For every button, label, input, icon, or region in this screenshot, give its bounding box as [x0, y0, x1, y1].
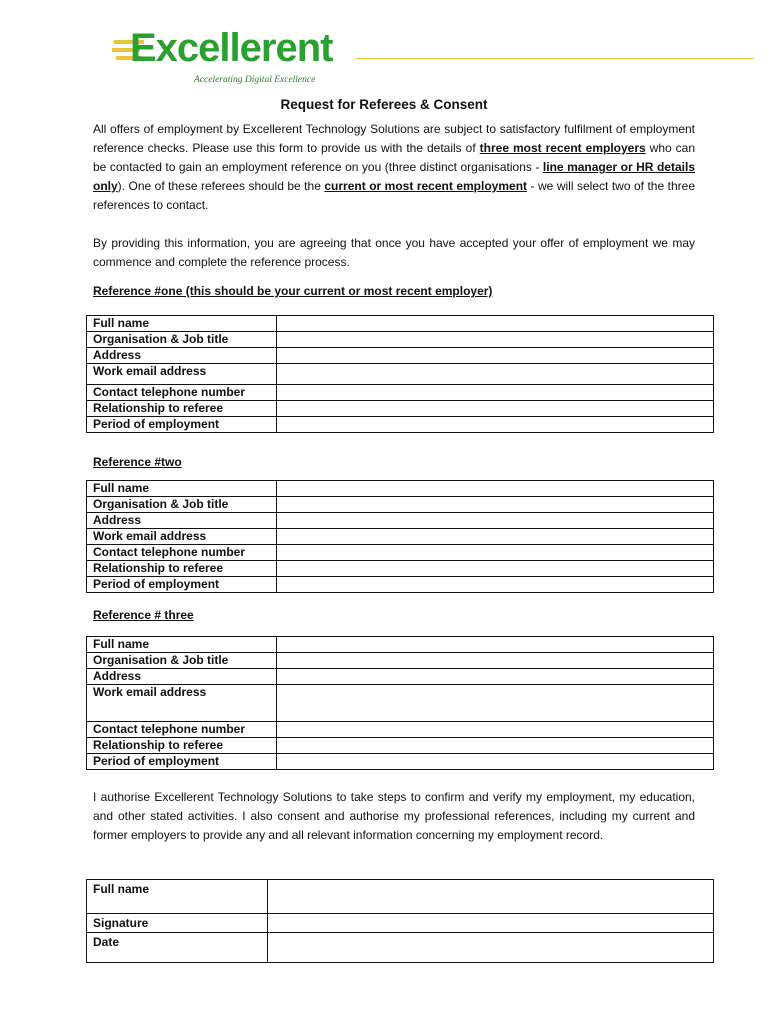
table-row: [87, 561, 714, 577]
field-label: Date: [87, 933, 268, 963]
table-row: [87, 754, 714, 770]
table-row: [87, 417, 714, 433]
reference-one-heading: Reference #one (this should be your current or most recent employer): [93, 284, 493, 298]
field-label: Full name: [87, 481, 277, 497]
field-label: Contact telephone number: [87, 385, 277, 401]
field-label: Period of employment: [87, 754, 277, 770]
telephone-input[interactable]: [277, 722, 714, 738]
organisation-input[interactable]: [277, 332, 714, 348]
relationship-input[interactable]: [277, 561, 714, 577]
header-divider: [356, 58, 754, 59]
field-label: Work email address: [87, 685, 277, 722]
table-row: [87, 348, 714, 364]
table-row: [87, 545, 714, 561]
field-label: Relationship to referee: [87, 561, 277, 577]
field-label: Relationship to referee: [87, 738, 277, 754]
field-label: Full name: [87, 880, 268, 914]
agreement-paragraph: By providing this information, you are agreeing that once you have accepted your offer of employment we may commence and complete the reference process.: [93, 236, 695, 269]
full-name-input[interactable]: [277, 481, 714, 497]
address-input[interactable]: [277, 669, 714, 685]
full-name-input[interactable]: [277, 637, 714, 653]
relationship-input[interactable]: [277, 738, 714, 754]
table-row: [87, 481, 714, 497]
period-input[interactable]: [277, 754, 714, 770]
table-row: [87, 332, 714, 348]
period-input[interactable]: [277, 417, 714, 433]
reference-three-heading: Reference # three: [93, 608, 194, 622]
reference-two-heading: Reference #two: [93, 455, 182, 469]
consent-signature-table: [86, 879, 714, 963]
intro-emphasis: current or most recent employment: [324, 179, 528, 193]
date-input[interactable]: [268, 933, 714, 963]
table-row: [87, 385, 714, 401]
organisation-input[interactable]: [277, 653, 714, 669]
table-row: [87, 577, 714, 593]
email-input[interactable]: [277, 529, 714, 545]
field-label: Address: [87, 348, 277, 364]
telephone-input[interactable]: [277, 385, 714, 401]
period-input[interactable]: [277, 577, 714, 593]
field-label: Address: [87, 669, 277, 685]
intro-emphasis: line manager or HR details only: [93, 160, 695, 193]
field-label: Work email address: [87, 529, 277, 545]
consent-paragraph: I authorise Excellerent Technology Solutions to take steps to confirm and verify my employment, my education, and other stated activities. I also consent and authorise my professional references, including my current and former employers to provide any and all relevant information concerning my employment record.: [93, 790, 695, 842]
organisation-input[interactable]: [277, 497, 714, 513]
field-label: Full name: [87, 316, 277, 332]
field-label: Work email address: [87, 364, 277, 385]
reference-three-table: [86, 636, 714, 770]
field-label: Signature: [87, 914, 268, 933]
field-label: Contact telephone number: [87, 545, 277, 561]
table-row: [87, 722, 714, 738]
table-row: [87, 669, 714, 685]
table-row: [87, 933, 714, 963]
table-row: [87, 316, 714, 332]
reference-one-table: [86, 315, 714, 433]
reference-two-table: [86, 480, 714, 593]
signature-input[interactable]: [268, 914, 714, 933]
relationship-input[interactable]: [277, 401, 714, 417]
address-input[interactable]: [277, 348, 714, 364]
intro-text: ). One of these referees should be the: [117, 179, 325, 193]
table-row: [87, 497, 714, 513]
intro-text: - we will select two of the three references to contact.: [93, 179, 695, 212]
table-row: [87, 738, 714, 754]
intro-emphasis: three most recent employers: [479, 141, 646, 155]
logo-wordmark: Excellerent: [130, 26, 333, 70]
table-row: [87, 364, 714, 385]
field-label: Full name: [87, 637, 277, 653]
field-label: Contact telephone number: [87, 722, 277, 738]
table-row: [87, 685, 714, 722]
table-row: [87, 529, 714, 545]
intro-paragraph: [93, 120, 695, 215]
table-row: [87, 880, 714, 914]
logo-tagline: Accelerating Digital Excellence: [194, 75, 316, 85]
field-label: Organisation & Job title: [87, 332, 277, 348]
field-label: Period of employment: [87, 577, 277, 593]
table-row: [87, 637, 714, 653]
company-logo: [112, 26, 342, 90]
table-row: [87, 914, 714, 933]
intro-text: All offers of employment by Excellerent Technology Solutions are subject to satisfactory fulfilment of employment reference checks. Please use this form to provide us with the details of: [93, 122, 695, 155]
table-row: [87, 513, 714, 529]
address-input[interactable]: [277, 513, 714, 529]
email-input[interactable]: [277, 685, 714, 722]
field-label: Address: [87, 513, 277, 529]
table-row: [87, 653, 714, 669]
field-label: Relationship to referee: [87, 401, 277, 417]
field-label: Organisation & Job title: [87, 653, 277, 669]
telephone-input[interactable]: [277, 545, 714, 561]
page-title: Request for Referees & Consent: [280, 97, 488, 112]
table-row: [87, 401, 714, 417]
field-label: Organisation & Job title: [87, 497, 277, 513]
field-label: Period of employment: [87, 417, 277, 433]
full-name-input[interactable]: [268, 880, 714, 914]
intro-text: who can be contacted to gain an employment reference on you (three distinct organisations -: [93, 141, 696, 174]
full-name-input[interactable]: [277, 316, 714, 332]
email-input[interactable]: [277, 364, 714, 385]
